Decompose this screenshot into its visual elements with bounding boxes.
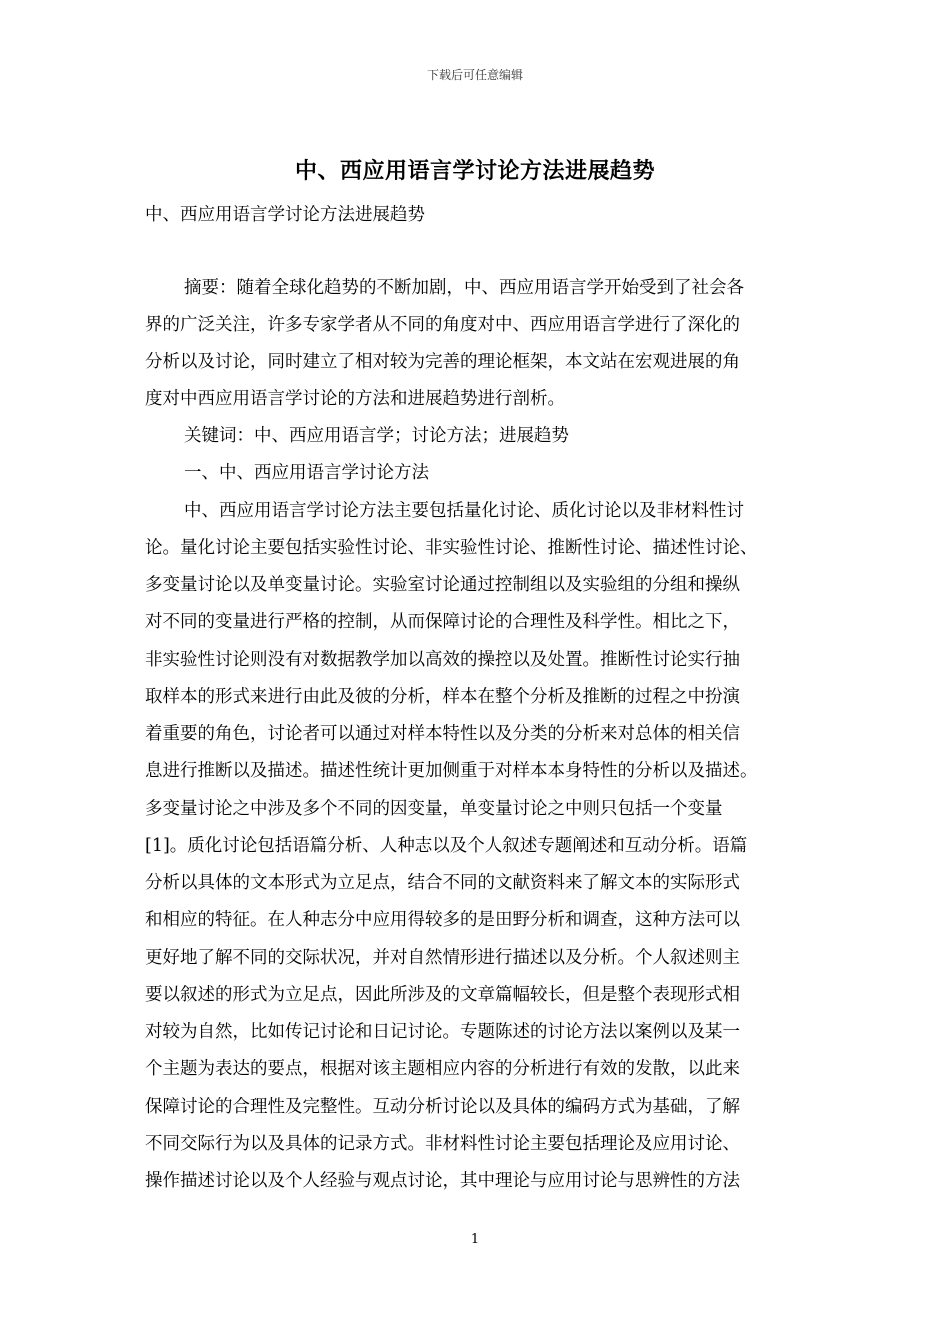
- body-line: 和相应的特征。在人种志分中应用得较多的是田野分析和调查，这种方法可以: [145, 910, 740, 930]
- abstract-line: 分析以及讨论，同时建立了相对较为完善的理论框架，本文站在宏观进展的角: [145, 352, 740, 372]
- body-line: 论。量化讨论主要包括实验性讨论、非实验性讨论、推断性讨论、描述性讨论、: [145, 538, 758, 558]
- body-line: 非实验性讨论则没有对数据教学加以高效的操控以及处置。推断性讨论实行抽: [145, 650, 740, 670]
- abstract-line: 摘要：随着全球化趋势的不断加剧，中、西应用语言学开始受到了社会各: [184, 278, 744, 298]
- document-title: 中、西应用语言学讨论方法进展趋势: [294, 158, 655, 184]
- body-line: 多变量讨论以及单变量讨论。实验室讨论通过控制组以及实验组的分组和操纵: [145, 575, 740, 595]
- page-number: 1: [470, 1232, 480, 1247]
- body-line: 对不同的变量进行严格的控制，从而保障讨论的合理性及科学性。相比之下，: [145, 612, 740, 632]
- body-line: 不同交际行为以及具体的记录方式。非材料性讨论主要包括理论及应用讨论、: [145, 1134, 740, 1154]
- body-line: 取样本的形式来进行由此及彼的分析，样本在整个分析及推断的过程之中扮演: [145, 687, 740, 707]
- body-line: 保障讨论的合理性及完整性。互动分析讨论以及具体的编码方式为基础，了解: [145, 1097, 740, 1117]
- body-line: 要以叙述的形式为立足点，因此所涉及的文章篇幅较长，但是整个表现形式相: [145, 985, 740, 1005]
- body-line: 着重要的角色，讨论者可以通过对样本特性以及分类的分析来对总体的相关信: [145, 724, 740, 744]
- body-line: 息进行推断以及描述。描述性统计更加侧重于对样本本身特性的分析以及描述。: [145, 761, 758, 781]
- page-header-note: 下载后可任意编辑: [426, 68, 523, 82]
- abstract-line: 度对中西应用语言学讨论的方法和进展趋势进行剖析。: [145, 389, 565, 409]
- body-line: 操作描述讨论以及个人经验与观点讨论，其中理论与应用讨论与思辨性的方法: [145, 1171, 740, 1191]
- abstract-line: 界的广泛关注，许多专家学者从不同的角度对中、西应用语言学进行了深化的: [145, 315, 740, 335]
- body-line: [1]。质化讨论包括语篇分析、人种志以及个人叙述专题阐述和互动分析。语篇: [145, 836, 748, 856]
- body-line: 多变量讨论之中涉及多个不同的因变量，单变量讨论之中则只包括一个变量: [145, 799, 723, 819]
- subtitle-line: 中、西应用语言学讨论方法进展趋势: [145, 205, 425, 225]
- body-line: 中、西应用语言学讨论方法主要包括量化讨论、质化讨论以及非材料性讨: [184, 501, 744, 521]
- body-line: 分析以具体的文本形式为立足点，结合不同的文献资料来了解文本的实际形式: [145, 873, 740, 893]
- keywords-line: 关键词：中、西应用语言学；讨论方法；进展趋势: [184, 426, 569, 446]
- section-heading: 一、中、西应用语言学讨论方法: [184, 463, 429, 483]
- body-line: 个主题为表达的要点，根据对该主题相应内容的分析进行有效的发散，以此来: [145, 1059, 740, 1079]
- body-line: 对较为自然，比如传记讨论和日记讨论。专题陈述的讨论方法以案例以及某一: [145, 1022, 740, 1042]
- body-line: 更好地了解不同的交际状况，并对自然情形进行描述以及分析。个人叙述则主: [145, 948, 740, 968]
